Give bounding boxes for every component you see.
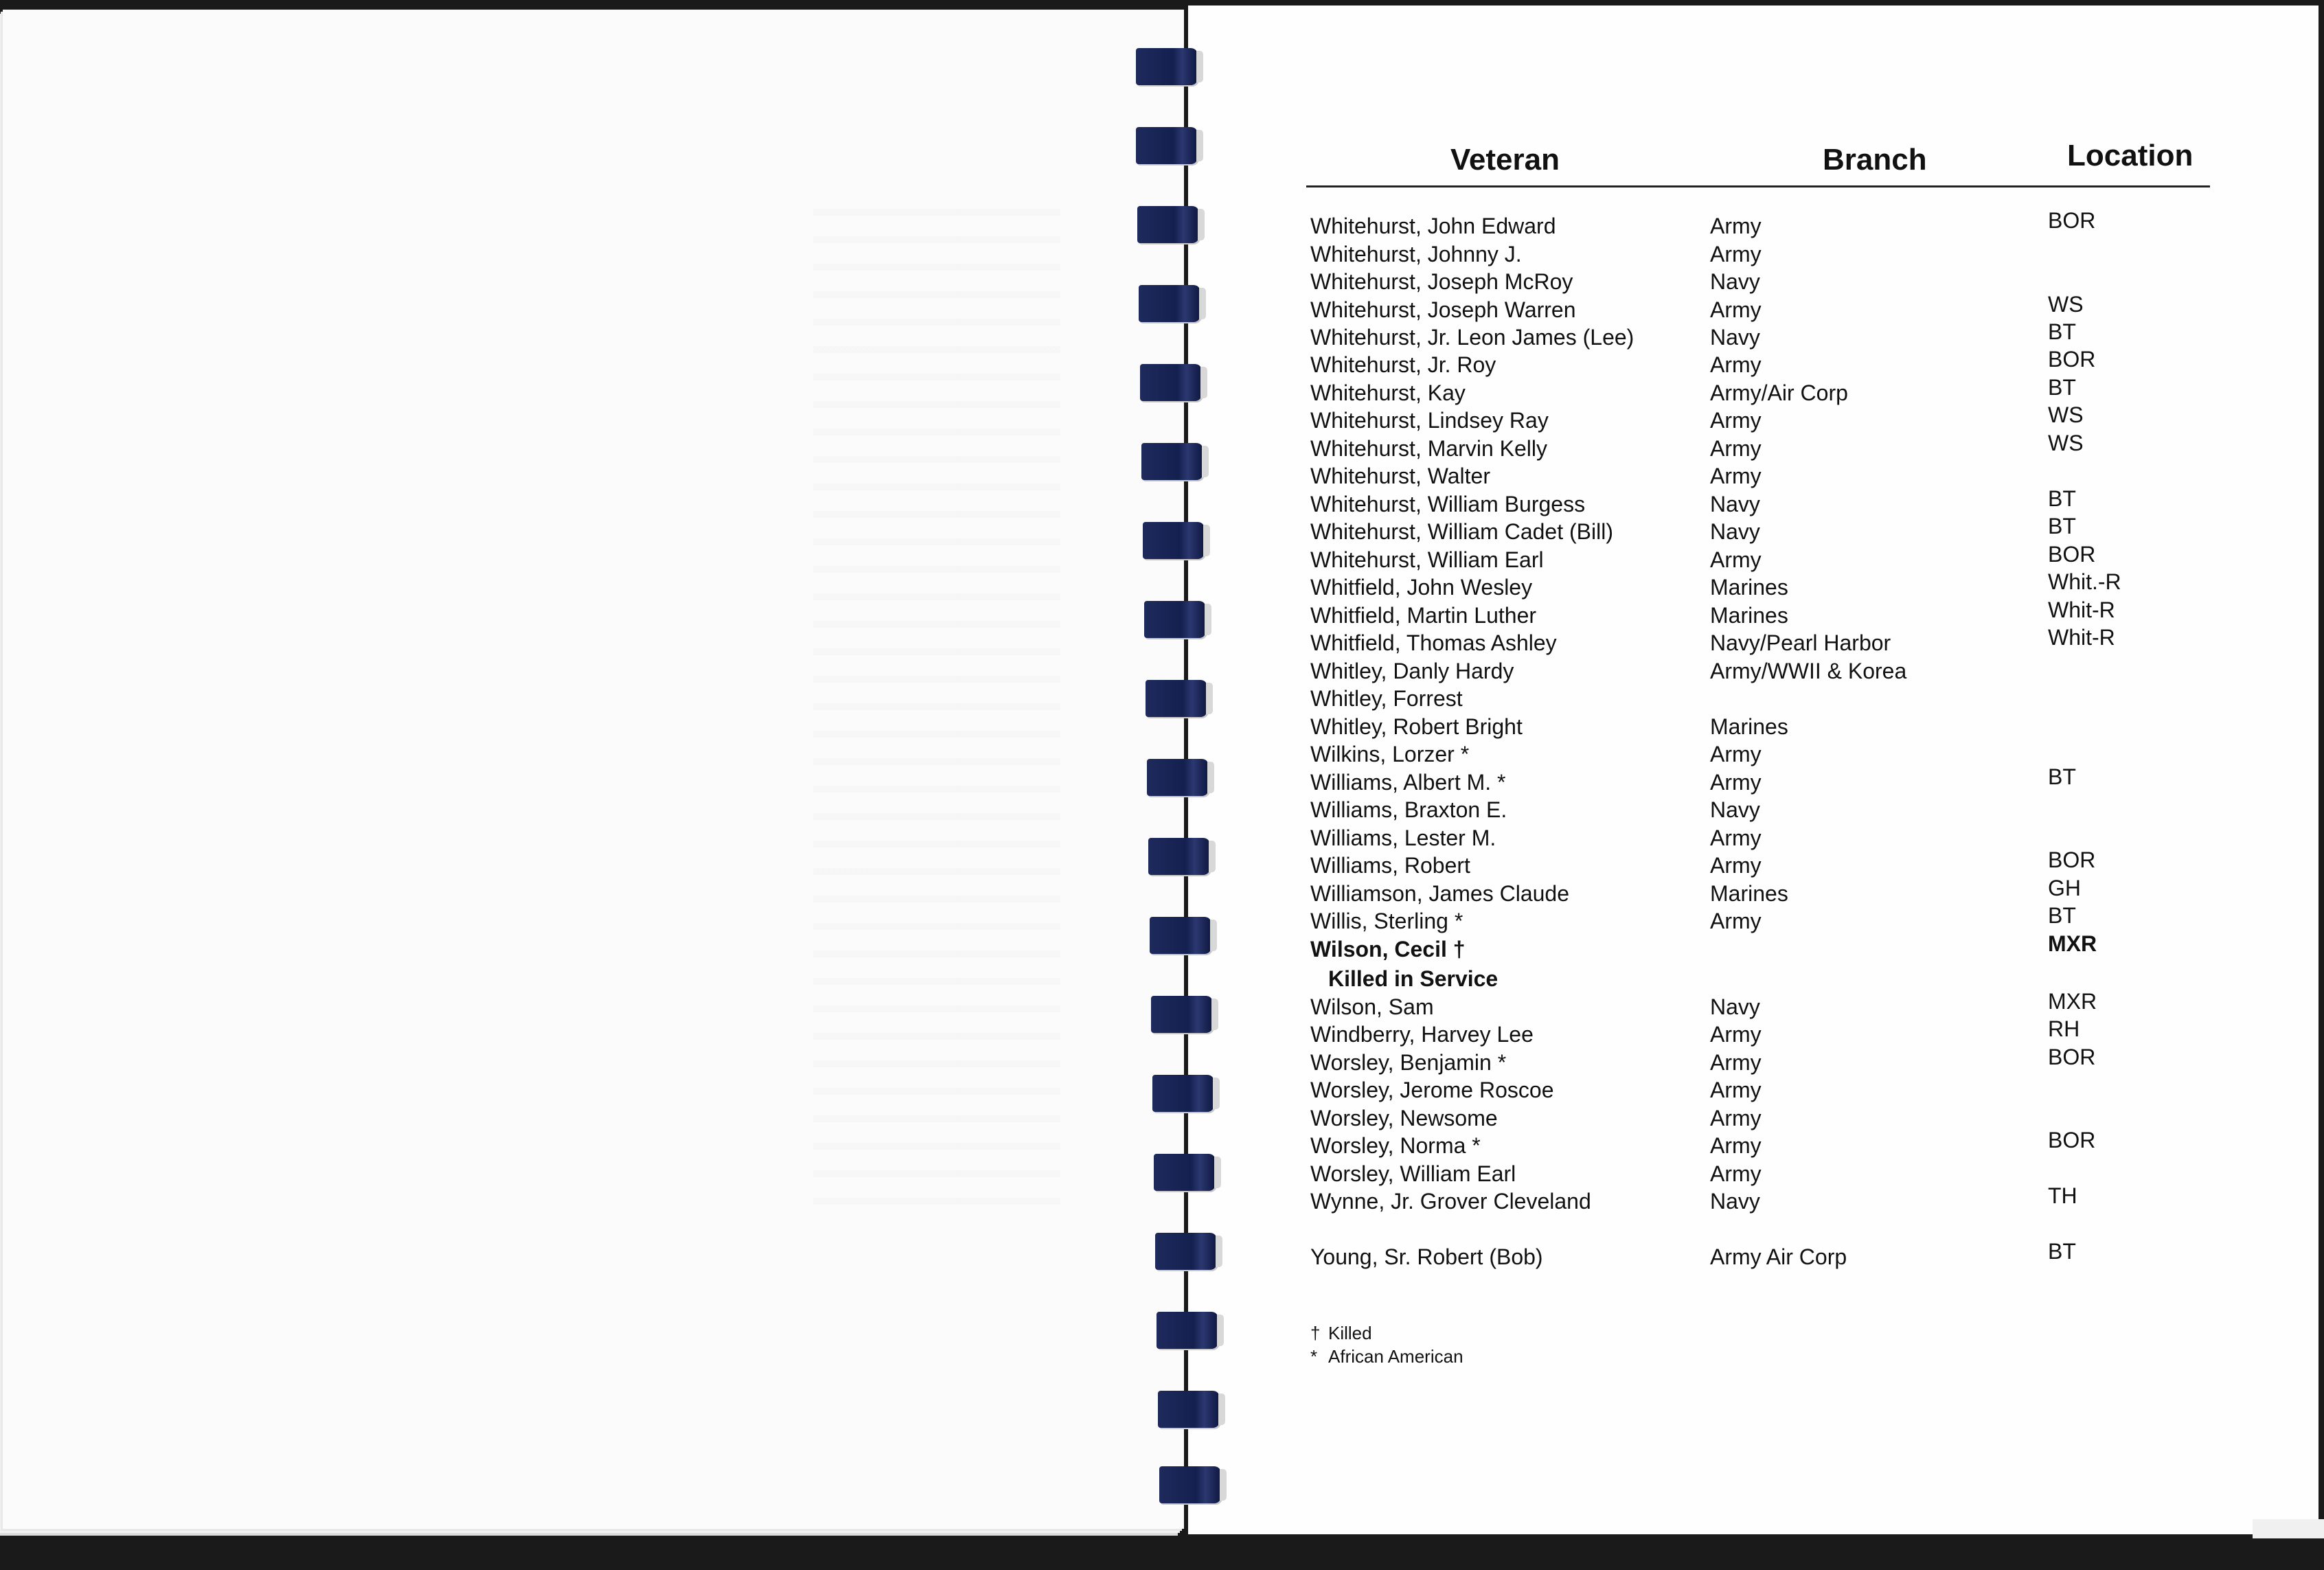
footnote-text: Killed — [1328, 1323, 1372, 1343]
veteran-name: Worsley, Newsome — [1310, 1106, 1498, 1130]
branch-cell: Marines — [1710, 881, 1788, 906]
branch-cell: Army — [1710, 853, 1762, 878]
veteran-name: Williams, Lester M. — [1310, 826, 1496, 850]
branch-cell: Marines — [1710, 714, 1788, 739]
veteran-name: Wilson, Cecil † — [1310, 937, 1466, 962]
location-cell: BOR — [2048, 1045, 2096, 1069]
veteran-name: Whitfield, John Wesley — [1310, 575, 1533, 600]
branch-cell: Army — [1710, 742, 1762, 766]
veteran-name: Whitehurst, Joseph McRoy — [1310, 269, 1573, 294]
veteran-name: Whitehurst, Joseph Warren — [1310, 297, 1576, 322]
branch-cell: Navy — [1710, 325, 1760, 350]
veteran-name: Worsley, Benjamin * — [1310, 1050, 1507, 1075]
branch-cell: Navy — [1710, 519, 1760, 544]
footnote-symbol: † — [1310, 1323, 1321, 1343]
branch-cell: Army — [1710, 464, 1762, 488]
location-cell: TH — [2048, 1183, 2077, 1208]
branch-cell: Navy — [1710, 1189, 1760, 1214]
branch-cell: Army — [1710, 770, 1762, 795]
branch-cell: Army — [1710, 1022, 1762, 1047]
branch-cell: Navy — [1710, 994, 1760, 1019]
veteran-name: Williams, Albert M. * — [1310, 770, 1506, 795]
footnote-symbol: * — [1310, 1346, 1318, 1367]
veteran-name: Whitfield, Thomas Ashley — [1310, 630, 1557, 655]
veteran-name: Whitley, Danly Hardy — [1310, 659, 1514, 683]
veteran-name: Whitfield, Martin Luther — [1310, 603, 1537, 628]
branch-cell: Army — [1710, 1050, 1762, 1075]
location-cell: BT — [2048, 1239, 2076, 1264]
veteran-name: Windberry, Harvey Lee — [1310, 1022, 1534, 1047]
location-cell: BOR — [2048, 847, 2096, 872]
service-note: Killed in Service — [1328, 966, 1499, 991]
veteran-name: Whitehurst, John Edward — [1310, 214, 1556, 238]
veteran-name: Worsley, Jerome Roscoe — [1310, 1078, 1554, 1102]
branch-cell: Army — [1710, 826, 1762, 850]
branch-cell: Army — [1710, 214, 1762, 238]
branch-cell: Marines — [1710, 575, 1788, 600]
branch-cell: Army — [1710, 242, 1762, 266]
footnote — [1310, 1345, 1463, 1368]
location-cell: BT — [2048, 319, 2076, 344]
branch-cell: Army — [1710, 436, 1762, 461]
location-cell: BT — [2048, 764, 2076, 789]
veteran-name: Young, Sr. Robert (Bob) — [1310, 1244, 1543, 1269]
branch-cell: Army — [1710, 547, 1762, 572]
location-cell: WS — [2048, 431, 2084, 455]
location-cell: MXR — [2048, 989, 2097, 1014]
veteran-name: Whitehurst, Marvin Kelly — [1310, 436, 1547, 461]
location-cell: BOR — [2048, 208, 2096, 233]
branch-cell: Army — [1710, 1161, 1762, 1186]
location-column-header: Location — [2067, 139, 2194, 172]
location-cell: Whit-R — [2048, 598, 2115, 622]
branch-cell: Army/Air Corp — [1710, 380, 1848, 405]
veteran-column-header: Veteran — [1450, 143, 1560, 177]
veteran-name: Whitley, Forrest — [1310, 686, 1463, 711]
veteran-name: Whitehurst, Lindsey Ray — [1310, 408, 1549, 433]
veteran-name: Wilson, Sam — [1310, 994, 1434, 1019]
branch-column-header: Branch — [1823, 143, 1927, 177]
location-cell: BOR — [2048, 542, 2096, 567]
veteran-name: Whitehurst, Kay — [1310, 380, 1466, 405]
veteran-name: Wynne, Jr. Grover Cleveland — [1310, 1189, 1591, 1214]
veteran-name: Whitehurst, Walter — [1310, 464, 1490, 488]
location-cell: BT — [2048, 486, 2076, 511]
location-cell: WS — [2048, 402, 2084, 427]
veteran-name: Whitehurst, Jr. Roy — [1310, 352, 1496, 377]
veteran-name: Wilkins, Lorzer * — [1310, 742, 1470, 766]
branch-cell: Army — [1710, 352, 1762, 377]
location-cell: RH — [2048, 1016, 2080, 1041]
branch-cell: Army — [1710, 1106, 1762, 1130]
veteran-name: Worsley, Norma * — [1310, 1133, 1481, 1158]
branch-cell: Navy — [1710, 797, 1760, 822]
branch-cell: Army — [1710, 909, 1762, 933]
veteran-name: Williams, Braxton E. — [1310, 797, 1507, 822]
branch-cell: Marines — [1710, 603, 1788, 628]
branch-cell: Army — [1710, 1078, 1762, 1102]
veteran-name: Worsley, William Earl — [1310, 1161, 1516, 1186]
veteran-name: Whitehurst, Jr. Leon James (Lee) — [1310, 325, 1634, 350]
veteran-name: Whitehurst, Johnny J. — [1310, 242, 1522, 266]
veteran-name: Williams, Robert — [1310, 853, 1470, 878]
location-cell: MXR — [2048, 931, 2097, 956]
branch-cell: Army — [1710, 408, 1762, 433]
veteran-name: Whitehurst, William Cadet (Bill) — [1310, 519, 1613, 544]
footnote-text: African American — [1328, 1346, 1463, 1367]
branch-cell: Navy — [1710, 492, 1760, 516]
veteran-name: Whitley, Robert Bright — [1310, 714, 1523, 739]
branch-cell: Navy — [1710, 269, 1760, 294]
location-cell: Whit.-R — [2048, 569, 2121, 594]
footnotes — [1310, 1321, 1463, 1368]
veteran-name: Whitehurst, William Burgess — [1310, 492, 1586, 516]
location-cell: WS — [2048, 292, 2084, 317]
branch-cell: Army — [1710, 1133, 1762, 1158]
location-cell: BT — [2048, 375, 2076, 400]
location-cell: BOR — [2048, 1128, 2096, 1152]
veteran-name: Williamson, James Claude — [1310, 881, 1570, 906]
branch-cell: Army — [1710, 297, 1762, 322]
branch-cell: Army Air Corp — [1710, 1244, 1847, 1269]
veteran-name: Willis, Sterling * — [1310, 909, 1463, 933]
veteran-name: Whitehurst, William Earl — [1310, 547, 1544, 572]
location-cell: Whit-R — [2048, 625, 2115, 650]
branch-cell: Army/WWII & Korea — [1710, 659, 1907, 683]
location-cell: GH — [2048, 876, 2081, 900]
location-cell: BOR — [2048, 347, 2096, 372]
location-cell: BT — [2048, 903, 2076, 928]
branch-cell: Navy/Pearl Harbor — [1710, 630, 1891, 655]
location-cell: BT — [2048, 514, 2076, 538]
footnote — [1310, 1321, 1463, 1345]
